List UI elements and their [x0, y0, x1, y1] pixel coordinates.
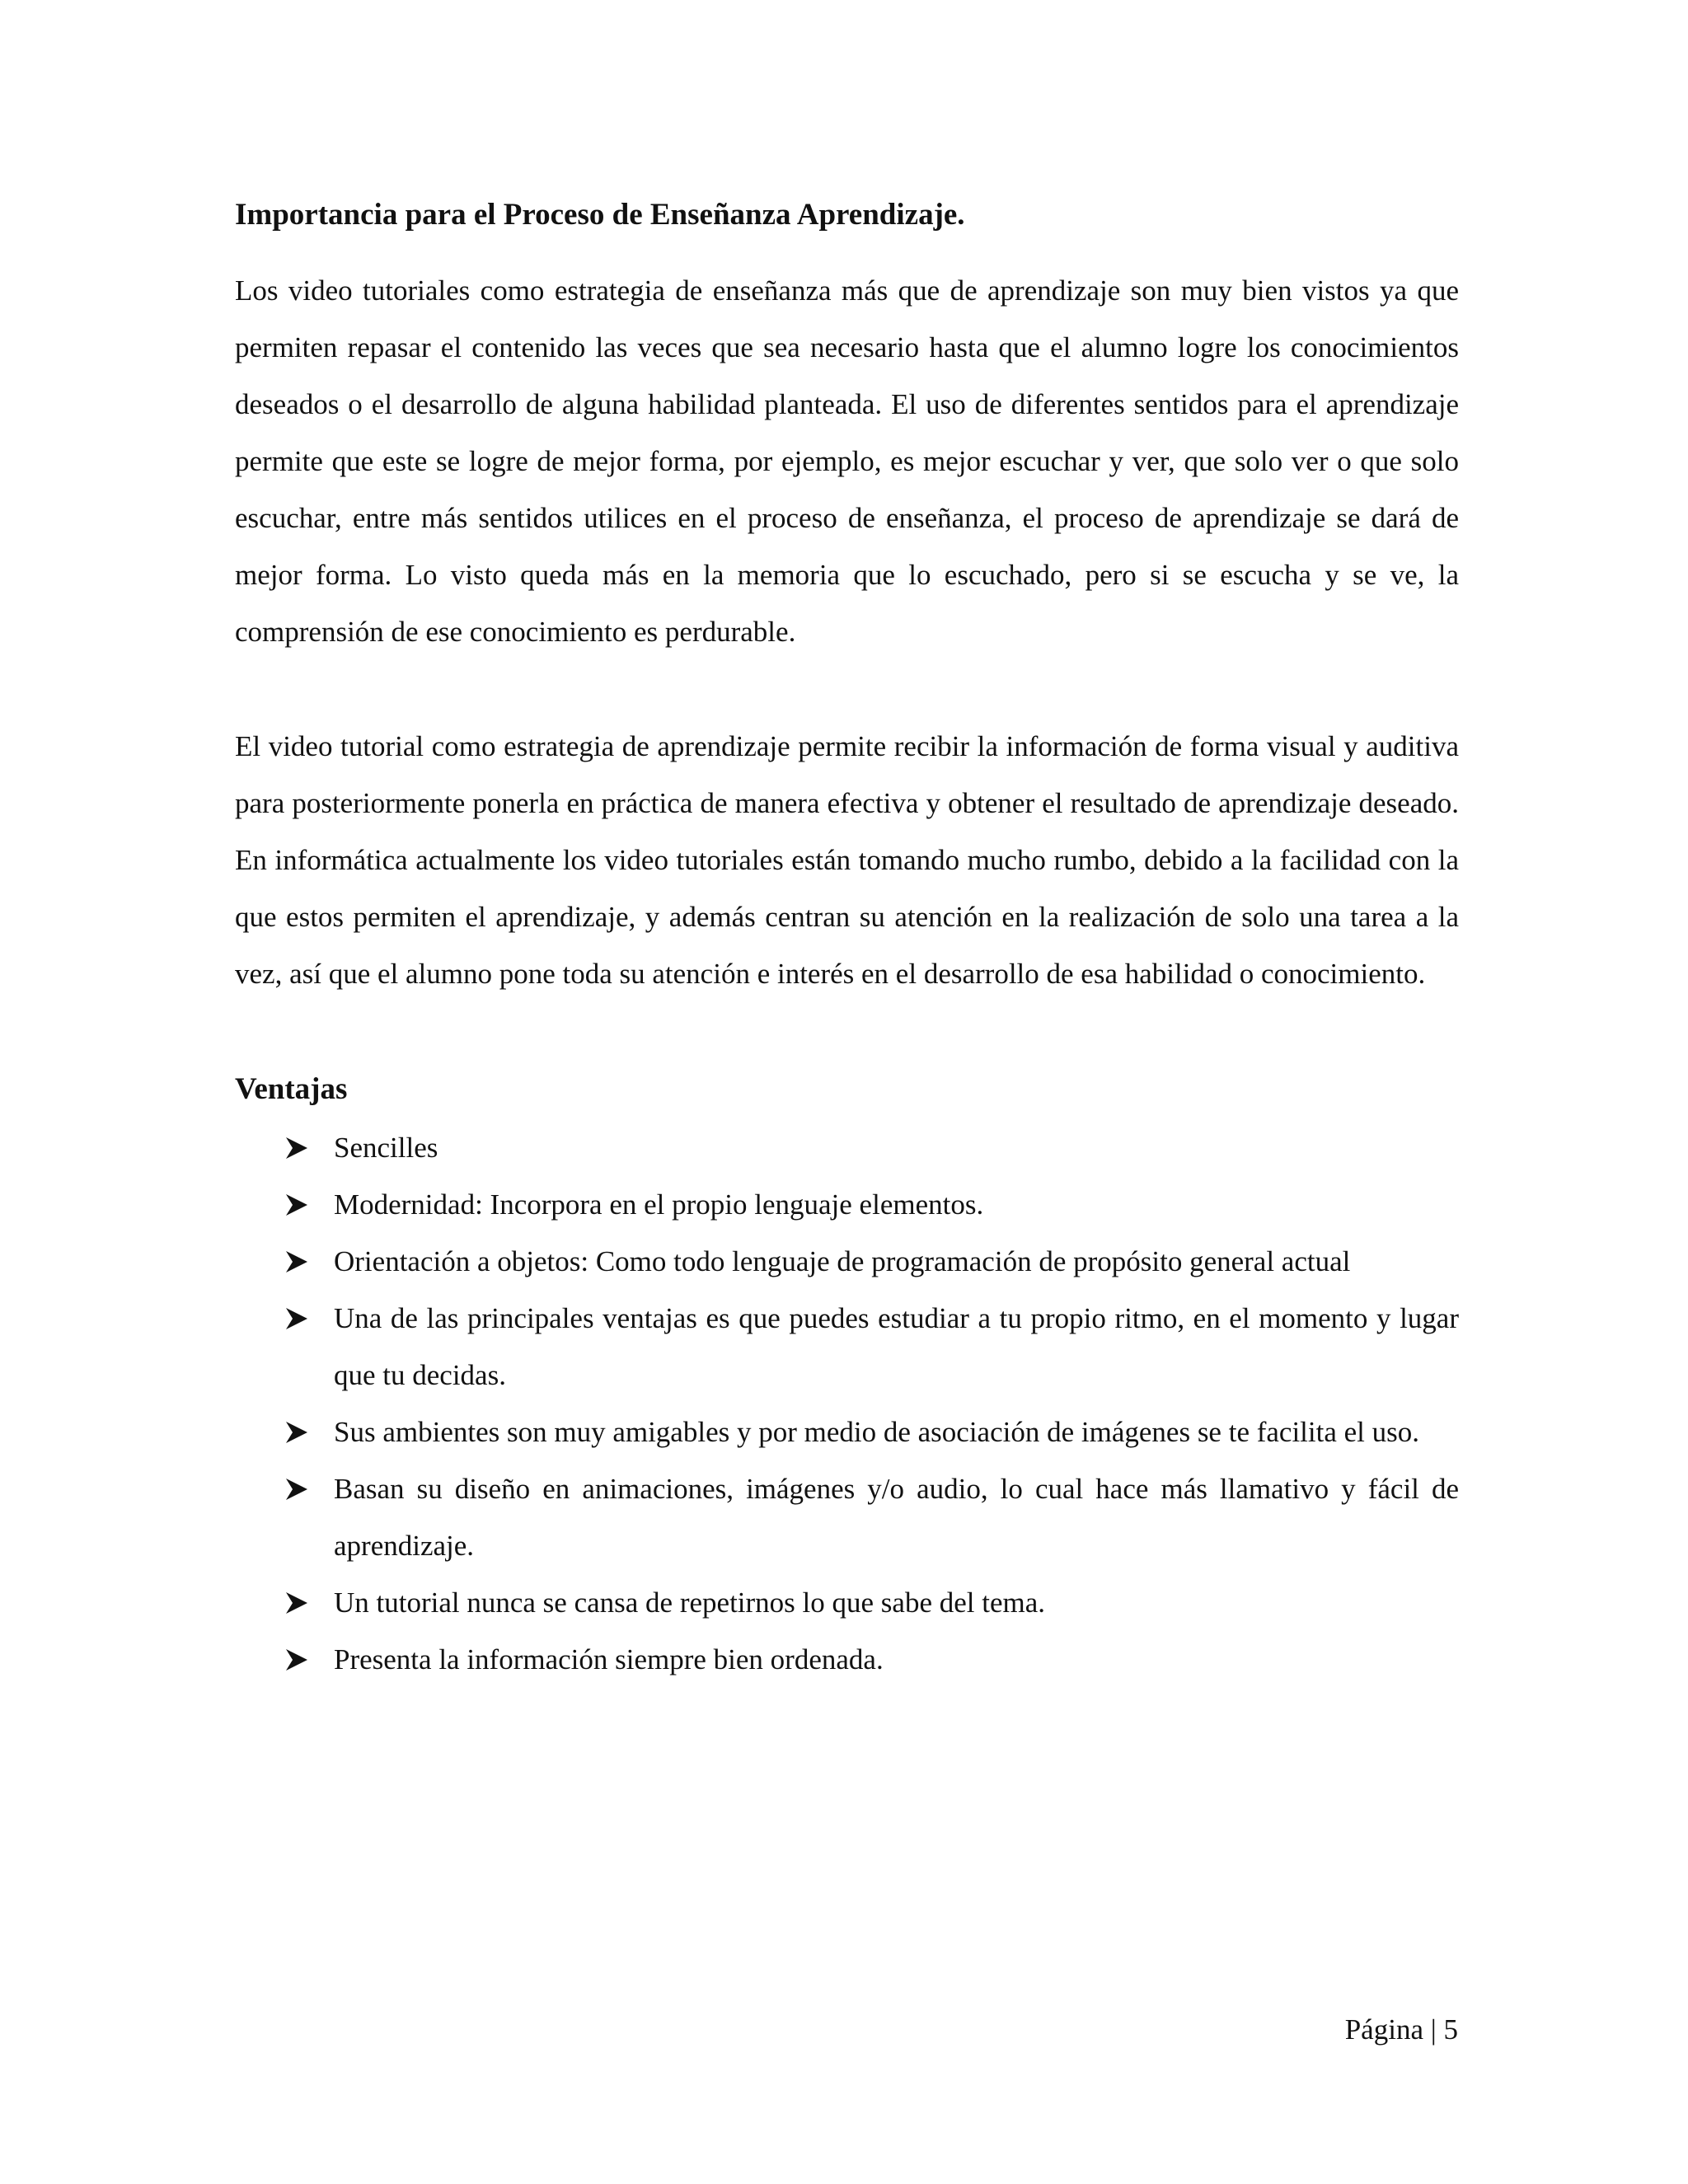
list-item-text: Sencilles	[334, 1132, 438, 1164]
list-item-text: Modernidad: Incorpora en el propio lenguaje elementos.	[334, 1188, 984, 1221]
list-item	[235, 1631, 1459, 1688]
page-number: 5	[1443, 2013, 1458, 2046]
section-heading-ventajas: Ventajas	[235, 1072, 348, 1106]
arrowhead-bullet-icon	[284, 1631, 317, 1688]
list-item-text: Orientación a objetos: Como todo lenguaje de programación de propósito general actual	[334, 1245, 1351, 1277]
list-item-text: Presenta la información siempre bien ordenada.	[334, 1643, 884, 1675]
page-label: Página	[1344, 2013, 1423, 2046]
section-heading-importance: Importancia para el Proceso de Enseñanza Aprendizaje.	[235, 198, 965, 232]
list-item	[235, 1460, 1459, 1574]
page-separator: |	[1430, 2013, 1437, 2046]
arrowhead-bullet-icon	[284, 1233, 317, 1290]
arrowhead-bullet-icon	[284, 1404, 317, 1460]
list-item	[235, 1119, 1459, 1176]
list-item-text: Basan su diseño en animaciones, imágenes y/o audio, lo cual hace más llamativo y fácil de aprendizaje.	[334, 1473, 1459, 1562]
document-page	[235, 194, 1459, 1688]
list-item	[235, 1233, 1459, 1290]
arrowhead-bullet-icon	[284, 1176, 317, 1233]
list-item	[235, 1176, 1459, 1233]
ventajas-list	[235, 1119, 1459, 1688]
list-item-text: Una de las principales ventajas es que puedes estudiar a tu propio ritmo, en el momento y lugar que tu decidas.	[334, 1302, 1459, 1391]
list-item	[235, 1404, 1459, 1460]
arrowhead-bullet-icon	[284, 1574, 317, 1631]
list-item	[235, 1574, 1459, 1631]
arrowhead-bullet-icon	[284, 1290, 317, 1347]
list-item-text: Un tutorial nunca se cansa de repetirnos lo que sabe del tema.	[334, 1586, 1046, 1619]
arrowhead-bullet-icon	[284, 1119, 317, 1176]
paragraph-1: Los video tutoriales como estrategia de enseñanza más que de aprendizaje son muy bien vistos ya que permiten repasar el contenido las veces que sea necesario hasta que el alumno logre los conocimientos deseados o el desarrollo de alguna habilidad planteada. El uso de diferentes sentidos para el aprendizaje permite que este se logre de mejor forma, por ejemplo, es mejor escuchar y ver, que solo ver o que solo escuchar, entre más sentidos utilices en el proceso de enseñanza, el proceso de aprendizaje se dará de mejor forma. Lo visto queda más en la memoria que lo escuchado, pero si se escucha y se ve, la comprensión de ese conocimiento es perdurable.	[235, 274, 1459, 648]
paragraph-2: El video tutorial como estrategia de aprendizaje permite recibir la información de forma visual y auditiva para posteriormente ponerla en práctica de manera efectiva y obtener el resultado de aprendizaje deseado. En informática actualmente los video tutoriales están tomando mucho rumbo, debido a la facilidad con la que estos permiten el aprendizaje, y además centran su atención en la realización de solo una tarea a la vez, así que el alumno pone toda su atención e interés en el desarrollo de esa habilidad o conocimiento.	[235, 730, 1459, 990]
page-number-footer	[1345, 2009, 1458, 2050]
list-item-text: Sus ambientes son muy amigables y por medio de asociación de imágenes se te facilita el uso.	[334, 1416, 1420, 1448]
arrowhead-bullet-icon	[284, 1460, 317, 1517]
list-item	[235, 1290, 1459, 1404]
